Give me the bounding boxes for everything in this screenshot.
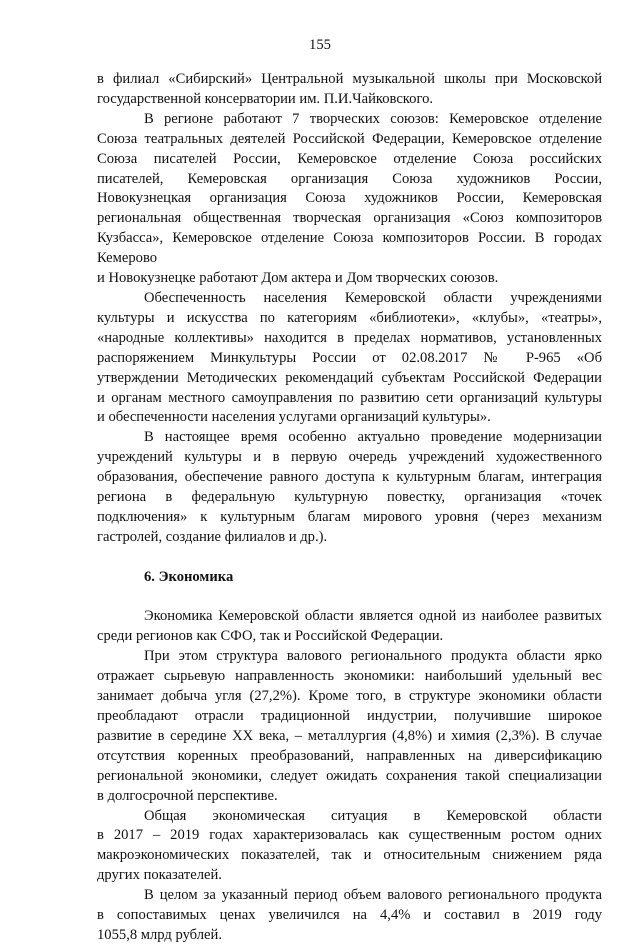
paragraph-line: отсутствия коренных преобразований, направленных на диверсификацию <box>97 747 602 764</box>
paragraph-line: распоряжением Минкультуры России от 02.08.2017 № Р-965 «Об <box>97 349 602 366</box>
paragraph-line: Кузбасса», Кемеровское отделение Союза композиторов России. В городах <box>97 230 602 247</box>
paragraph-line: в сопоставимых ценах увеличился на 4,4% и составил в 2019 году <box>97 907 602 924</box>
paragraph-line: других показателей. <box>97 867 222 884</box>
paragraph-line: 1055,8 млрд рублей. <box>97 926 222 943</box>
paragraph-line: Кемерово <box>97 250 158 267</box>
paragraph-line: в долгосрочной перспективе. <box>97 787 278 804</box>
paragraph-line: Союза театральных деятелей Российской Федерации, Кемеровское отделение <box>97 130 602 147</box>
paragraph-line: в филиал «Сибирский» Центральной музыкальной школы при Московской <box>97 71 602 87</box>
paragraph-line: Новокузнецкая организация Союза художников России, Кемеровская <box>97 190 602 207</box>
body-text <box>97 70 602 946</box>
paragraph-line: культуры и искусства по категориям «библиотеки», «клубы», «театры», <box>97 309 602 326</box>
paragraph-line: образования, обеспечение равного доступа к культурным благам, интеграция <box>97 469 602 486</box>
paragraph-line: отражает сырьевую направленность экономики: наибольший удельный вес <box>97 668 602 685</box>
paragraph-line: Общая экономическая ситуация в Кемеровской области <box>144 807 602 824</box>
paragraph-line: и органам местного самоуправления по развитию сети организаций культуры <box>97 389 602 406</box>
page-number: 155 <box>309 37 331 53</box>
paragraph-line: государственной консерватории им. П.И.Чайковского. <box>97 90 434 107</box>
paragraph-line: При этом структура валового регионального продукта области ярко <box>144 648 602 665</box>
paragraph-line: региона в федеральную культурную повестку, организация «точек <box>97 489 602 506</box>
paragraph-line: утверждении Методических рекомендаций субъектам Российской Федерации <box>97 369 602 386</box>
paragraph-line: региональной экономики, следует ожидать сохранения такой специализации <box>97 767 602 784</box>
paragraph-line: Экономика Кемеровской области является одной из наиболее развитых <box>144 608 602 625</box>
paragraph-line: среди регионов как СФО, так и Российской Федерации. <box>97 628 444 645</box>
paragraph-line: «народные коллективы» находится в пределах нормативов, установленных <box>97 329 602 346</box>
paragraph-line: и Новокузнецке работают Дом актера и Дом творческих союзов. <box>97 270 499 287</box>
paragraph-line: В настоящее время особенно актуально проведение модернизации <box>144 429 602 446</box>
paragraph-line: и обеспеченности населения услугами организаций культуры». <box>97 409 491 426</box>
paragraph-line: региональная общественная творческая организация «Союз композиторов <box>97 210 602 227</box>
paragraph-line: развитие в середине XX века, – металлургия (4,8%) и химия (2,3%). В случае <box>97 727 602 744</box>
section-heading: 6. Экономика <box>144 568 234 585</box>
paragraph-line: писателей, Кемеровская организация Союза художников России, <box>97 170 602 187</box>
paragraph-line: учреждений культуры и в первую очередь учреждений художественного <box>97 449 602 466</box>
paragraph-line: гастролей, создание филиалов и др.). <box>97 528 328 545</box>
paragraph-line: занимает добыча угля (27,2%). Кроме того, в структуре экономики области <box>97 688 602 705</box>
paragraph-line: Союза писателей России, Кемеровское отделение Союза российских <box>97 150 602 167</box>
paragraph-line: преобладают отрасли традиционной индустрии, получившие широкое <box>97 707 602 724</box>
paragraph-line: В целом за указанный период объем валового регионального продукта <box>144 887 602 904</box>
paragraph-line: подключения» к культурным благам мирового уровня (через механизм <box>97 508 602 525</box>
paragraph-line: В регионе работают 7 творческих союзов: Кемеровское отделение <box>144 110 602 127</box>
paragraph-line: Обеспеченность населения Кемеровской области учреждениями <box>144 289 602 306</box>
paragraph-line: в 2017 – 2019 годах характеризовалась как существенным ростом одних <box>97 827 602 844</box>
paragraph-line: макроэкономических показателей, так и относительным снижением ряда <box>97 847 602 864</box>
